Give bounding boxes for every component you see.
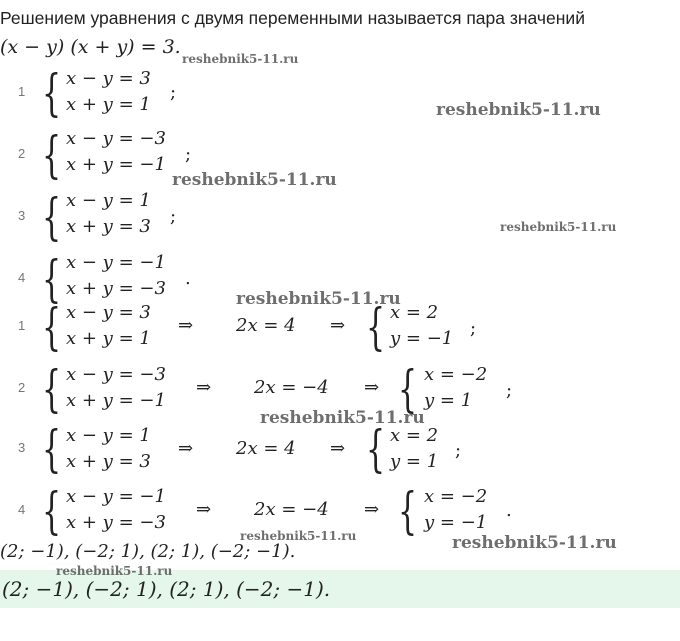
intro-text: Решением уравнения с двумя переменными называется пара значений [0, 8, 585, 28]
separator: ; [185, 144, 192, 165]
implies-arrow: ⇒ [330, 438, 346, 459]
separator: ; [170, 82, 177, 103]
watermark: reshebnik5-11.ru [500, 220, 617, 234]
watermark: reshebnik5-11.ru [452, 533, 617, 553]
result-y: y = 1 [390, 451, 439, 472]
result-y: y = 1 [424, 390, 473, 411]
left-brace: { [42, 64, 62, 122]
watermark: reshebnik5-11.ru [236, 289, 401, 309]
system-number: 1 [18, 84, 26, 99]
left-brace: { [42, 126, 62, 184]
solution-number: 2 [18, 380, 26, 395]
implies-arrow: ⇒ [178, 438, 194, 459]
solution-line-2: x + y = 1 [66, 328, 151, 349]
result-x: x = 2 [390, 425, 439, 446]
solution-number: 4 [18, 502, 26, 517]
solution-line-1: x − y = 1 [66, 425, 151, 446]
left-brace: { [366, 298, 386, 356]
answer-plain: (2; −1), (−2; 1), (2; 1), (−2; −1). [0, 541, 296, 562]
system-line-1: x − y = −1 [66, 252, 166, 273]
system-number: 2 [18, 146, 26, 161]
left-brace: { [366, 420, 386, 478]
solution-line-1: x − y = −1 [66, 486, 166, 507]
watermark: reshebnik5-11.ru [182, 52, 299, 66]
left-brace: { [42, 250, 62, 308]
answer-highlighted: (2; −1), (−2; 1), (2; 1), (−2; −1). [2, 577, 331, 601]
implies-arrow: ⇒ [196, 499, 212, 520]
system-number: 3 [18, 208, 26, 223]
system-line-2: x + y = 1 [66, 94, 151, 115]
result-y: y = −1 [390, 328, 454, 349]
watermark: reshebnik5-11.ru [240, 529, 357, 543]
separator: . [185, 268, 191, 289]
solution-number: 1 [18, 318, 26, 333]
result-x: x = −2 [424, 486, 488, 507]
watermark: reshebnik5-11.ru [56, 564, 173, 578]
system-line-2: x + y = 3 [66, 216, 151, 237]
watermark: reshebnik5-11.ru [172, 170, 337, 190]
left-brace: { [42, 482, 62, 540]
separator: ; [455, 440, 462, 461]
left-brace: { [398, 482, 418, 540]
watermark: reshebnik5-11.ru [436, 100, 601, 120]
solution-line-2: x + y = 3 [66, 451, 151, 472]
implies-arrow: ⇒ [196, 377, 212, 398]
combined-equation: 2x = −4 [254, 377, 329, 398]
system-line-1: x − y = −3 [66, 128, 166, 149]
implies-arrow: ⇒ [178, 315, 194, 336]
separator: ; [506, 380, 513, 401]
result-x: x = −2 [424, 364, 488, 385]
system-number: 4 [18, 270, 26, 285]
left-brace: { [398, 360, 418, 418]
separator: ; [470, 318, 477, 339]
system-line-2: x + y = −3 [66, 278, 166, 299]
implies-arrow: ⇒ [364, 377, 380, 398]
watermark: reshebnik5-11.ru [260, 408, 425, 428]
solution-line-2: x + y = −1 [66, 390, 166, 411]
main-equation: (x − y) (x + y) = 3. [0, 36, 181, 58]
combined-equation: 2x = 4 [236, 315, 296, 336]
implies-arrow: ⇒ [330, 315, 346, 336]
solution-line-2: x + y = −3 [66, 512, 166, 533]
left-brace: { [42, 298, 62, 356]
left-brace: { [42, 188, 62, 246]
separator: . [506, 500, 512, 521]
implies-arrow: ⇒ [364, 499, 380, 520]
separator: ; [170, 206, 177, 227]
system-line-1: x − y = 1 [66, 190, 151, 211]
combined-equation: 2x = −4 [254, 499, 329, 520]
combined-equation: 2x = 4 [236, 438, 296, 459]
result-x: x = 2 [390, 302, 439, 323]
solution-line-1: x − y = −3 [66, 364, 166, 385]
left-brace: { [42, 420, 62, 478]
system-line-2: x + y = −1 [66, 154, 166, 175]
solution-line-1: x − y = 3 [66, 302, 151, 323]
result-y: y = −1 [424, 512, 488, 533]
solution-number: 3 [18, 440, 26, 455]
system-line-1: x − y = 3 [66, 68, 151, 89]
left-brace: { [42, 360, 62, 418]
